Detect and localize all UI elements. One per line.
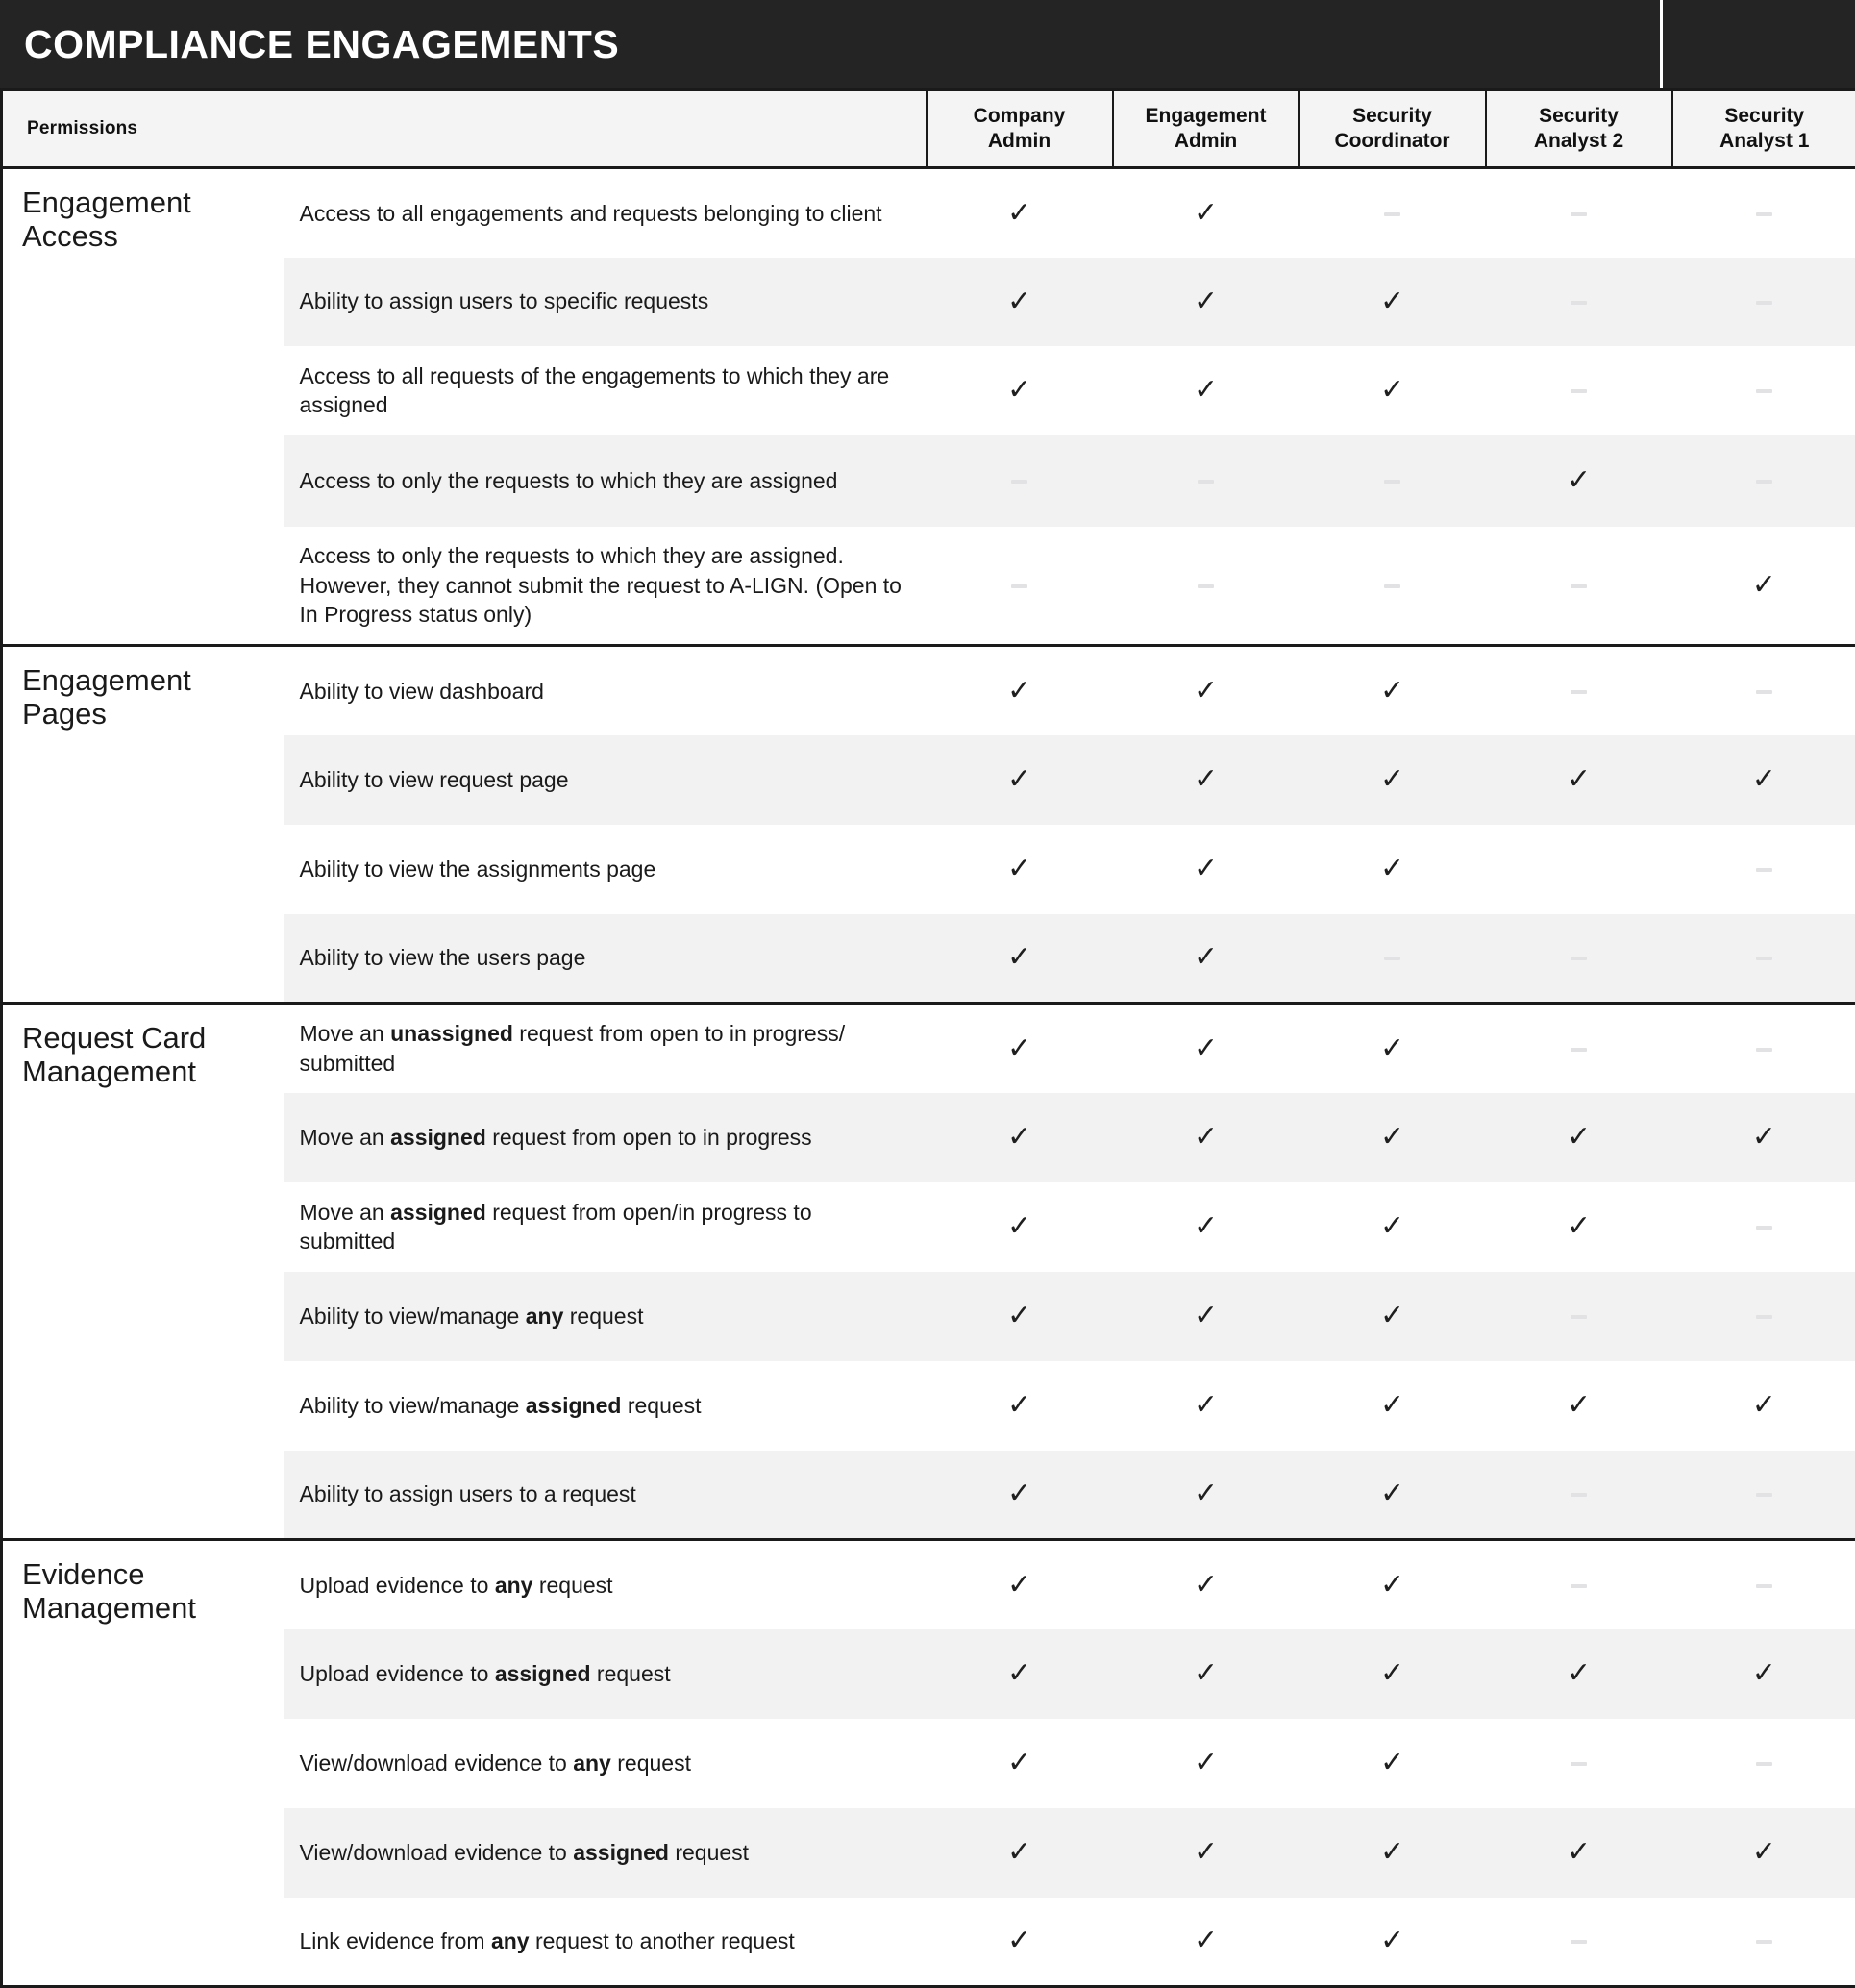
permission-granted-check-icon: [1486, 1182, 1672, 1272]
dash-icon: [1571, 212, 1587, 216]
check-icon: ✓: [1380, 1659, 1404, 1688]
role-line-1: Security: [1724, 105, 1804, 127]
column-header-company-admin: [927, 90, 1113, 168]
permission-granted-check-icon: [1113, 825, 1299, 914]
permission-granted-check-icon: [1113, 1272, 1299, 1361]
permission-label: Ability to view/manage any request: [284, 1272, 927, 1361]
check-icon: ✓: [1380, 376, 1404, 405]
permission-granted-check-icon: [1113, 1540, 1299, 1629]
permission-emphasis: assigned: [573, 1840, 669, 1865]
permission-emphasis: any: [495, 1573, 533, 1598]
permission-label: View/download evidence to assigned request: [284, 1808, 927, 1898]
dash-icon: [1384, 212, 1400, 216]
permission-granted-check-icon: [927, 1004, 1113, 1093]
permission-denied-dash-icon: [1672, 1451, 1855, 1540]
check-icon: ✓: [1380, 287, 1404, 316]
section-group-label: Request Card Management: [2, 1004, 284, 1540]
permission-granted-check-icon: [1299, 1004, 1486, 1093]
check-icon: ✓: [1007, 1302, 1031, 1330]
permission-denied-dash-icon: [1113, 527, 1299, 646]
permissions-table: [0, 88, 1855, 1988]
check-icon: ✓: [1194, 1749, 1218, 1777]
permission-emphasis: unassigned: [390, 1021, 513, 1046]
permission-granted-check-icon: [1672, 1629, 1855, 1719]
check-icon: ✓: [1380, 1838, 1404, 1867]
permission-granted-check-icon: [927, 1719, 1113, 1808]
permission-granted-check-icon: [1113, 1004, 1299, 1093]
role-line-1: Company: [974, 105, 1066, 127]
dash-icon: [1756, 690, 1772, 694]
permission-granted-check-icon: [1486, 1629, 1672, 1719]
permission-denied-dash-icon: [1486, 1272, 1672, 1361]
permission-granted-check-icon: [927, 1898, 1113, 1987]
table-header: [2, 90, 1855, 168]
dash-icon: [1571, 1584, 1587, 1588]
check-icon: ✓: [1567, 1212, 1591, 1241]
permission-label: Upload evidence to assigned request: [284, 1629, 927, 1719]
permission-granted-check-icon: [1672, 1093, 1855, 1182]
role-line-1: Security: [1539, 105, 1619, 127]
role-line-2: Analyst 1: [1719, 130, 1809, 152]
permission-granted-check-icon: [1299, 1272, 1486, 1361]
page-title: COMPLIANCE ENGAGEMENTS: [0, 25, 619, 64]
check-icon: ✓: [1007, 1838, 1031, 1867]
dash-icon: [1756, 389, 1772, 393]
permission-granted-check-icon: [1486, 735, 1672, 825]
check-icon: ✓: [1007, 1571, 1031, 1600]
check-icon: ✓: [1752, 765, 1776, 794]
permission-label: Access to only the requests to which they are assigned: [284, 435, 927, 527]
dash-icon: [1756, 301, 1772, 305]
check-icon: ✓: [1567, 1659, 1591, 1688]
check-icon: ✓: [1194, 765, 1218, 794]
dash-icon: [1198, 584, 1214, 588]
column-header-security-coordinator: [1299, 90, 1486, 168]
permission-granted-check-icon: [1299, 346, 1486, 435]
permission-granted-check-icon: [927, 258, 1113, 346]
dash-icon: [1571, 301, 1587, 305]
dash-icon: [1756, 1226, 1772, 1230]
check-icon: ✓: [1567, 765, 1591, 794]
table-row: [2, 1540, 1855, 1629]
permission-granted-check-icon: [1672, 735, 1855, 825]
permission-denied-dash-icon: [1672, 346, 1855, 435]
permission-label: Ability to view dashboard: [284, 646, 927, 735]
check-icon: ✓: [1567, 466, 1591, 495]
permission-granted-check-icon: [1299, 646, 1486, 735]
permission-label: Access to only the requests to which they are assigned. However, they cannot submit the request to A-LIGN. (Open to In Progress status only): [284, 527, 927, 646]
check-icon: ✓: [1752, 1659, 1776, 1688]
column-header-permissions: Permissions: [2, 90, 927, 168]
permission-granted-check-icon: [927, 1808, 1113, 1898]
permission-denied-dash-icon: [1486, 1451, 1672, 1540]
check-icon: ✓: [1380, 1571, 1404, 1600]
permission-granted-check-icon: [1299, 1093, 1486, 1182]
permission-granted-check-icon: [1113, 1898, 1299, 1987]
permission-emphasis: assigned: [526, 1393, 622, 1418]
dash-icon: [1756, 212, 1772, 216]
dash-icon: [1756, 480, 1772, 484]
check-icon: ✓: [1380, 1034, 1404, 1063]
permission-granted-check-icon: [1113, 735, 1299, 825]
permission-label: Ability to assign users to a request: [284, 1451, 927, 1540]
permission-granted-check-icon: [1299, 1719, 1486, 1808]
column-header-engagement-admin: [1113, 90, 1299, 168]
permission-denied-dash-icon: [1672, 1272, 1855, 1361]
permission-granted-check-icon: [1113, 1719, 1299, 1808]
permission-granted-check-icon: [1672, 1361, 1855, 1451]
check-icon: ✓: [1194, 1034, 1218, 1063]
check-icon: ✓: [1194, 1479, 1218, 1508]
role-line-2: Admin: [1175, 130, 1237, 152]
check-icon: ✓: [1007, 1926, 1031, 1955]
permission-denied-dash-icon: [1486, 1540, 1672, 1629]
permission-granted-check-icon: [927, 1629, 1113, 1719]
permission-granted-check-icon: [1672, 527, 1855, 646]
permission-granted-check-icon: [1299, 1182, 1486, 1272]
permission-denied-dash-icon: [1672, 1898, 1855, 1987]
permission-granted-check-icon: [1113, 168, 1299, 258]
permission-granted-check-icon: [927, 1361, 1113, 1451]
check-icon: ✓: [1194, 855, 1218, 883]
permission-emphasis: assigned: [495, 1661, 591, 1686]
permission-granted-check-icon: [1299, 1361, 1486, 1451]
table-body: [2, 168, 1855, 1987]
permission-granted-check-icon: [1113, 914, 1299, 1004]
dash-icon: [1756, 1762, 1772, 1766]
check-icon: ✓: [1752, 1123, 1776, 1152]
permission-granted-check-icon: [1113, 1093, 1299, 1182]
dash-icon: [1571, 389, 1587, 393]
permission-denied-dash-icon: [1299, 168, 1486, 258]
dash-icon: [1198, 480, 1214, 484]
permission-label: Move an assigned request from open to in progress: [284, 1093, 927, 1182]
permission-denied-dash-icon: [1672, 168, 1855, 258]
permission-emphasis: any: [526, 1304, 564, 1329]
check-icon: ✓: [1007, 1391, 1031, 1420]
permission-granted-check-icon: [927, 346, 1113, 435]
check-icon: ✓: [1567, 1391, 1591, 1420]
dash-icon: [1571, 1315, 1587, 1319]
permission-granted-check-icon: [1486, 1093, 1672, 1182]
check-icon: ✓: [1194, 1123, 1218, 1152]
check-icon: ✓: [1194, 1926, 1218, 1955]
permission-denied-dash-icon: [1672, 1182, 1855, 1272]
permission-denied-dash-icon: [1672, 1540, 1855, 1629]
permission-granted-check-icon: [1113, 346, 1299, 435]
check-icon: ✓: [1007, 1479, 1031, 1508]
title-bar: [0, 0, 1855, 88]
column-header-security-analyst-2: [1486, 90, 1672, 168]
check-icon: ✓: [1007, 376, 1031, 405]
permission-granted-check-icon: [1299, 1629, 1486, 1719]
permission-denied-dash-icon: [1486, 168, 1672, 258]
permission-granted-check-icon: [1486, 1361, 1672, 1451]
permission-label: Access to all engagements and requests belonging to client: [284, 168, 927, 258]
dash-icon: [1571, 690, 1587, 694]
permission-label: Ability to view the assignments page: [284, 825, 927, 914]
dash-icon: [1384, 480, 1400, 484]
permission-label: Move an assigned request from open/in progress to submitted: [284, 1182, 927, 1272]
permission-denied-dash-icon: [1486, 258, 1672, 346]
permission-emphasis: assigned: [390, 1125, 486, 1150]
permission-empty-cell: [1486, 825, 1672, 914]
permission-denied-dash-icon: [1672, 435, 1855, 527]
permission-granted-check-icon: [1299, 735, 1486, 825]
table-row: [2, 168, 1855, 258]
check-icon: ✓: [1194, 199, 1218, 228]
check-icon: ✓: [1380, 1212, 1404, 1241]
permission-label: Ability to assign users to specific requests: [284, 258, 927, 346]
permission-denied-dash-icon: [1486, 527, 1672, 646]
check-icon: ✓: [1752, 1391, 1776, 1420]
check-icon: ✓: [1007, 1659, 1031, 1688]
check-icon: ✓: [1194, 1571, 1218, 1600]
check-icon: ✓: [1380, 1479, 1404, 1508]
permission-denied-dash-icon: [1486, 646, 1672, 735]
permission-granted-check-icon: [1113, 258, 1299, 346]
dash-icon: [1756, 1048, 1772, 1052]
permission-granted-check-icon: [927, 646, 1113, 735]
table-row: [2, 1004, 1855, 1093]
permission-denied-dash-icon: [1486, 1898, 1672, 1987]
check-icon: ✓: [1752, 1838, 1776, 1867]
check-icon: ✓: [1380, 677, 1404, 706]
permission-granted-check-icon: [1299, 825, 1486, 914]
check-icon: ✓: [1194, 1838, 1218, 1867]
permission-granted-check-icon: [927, 1093, 1113, 1182]
dash-icon: [1384, 584, 1400, 588]
permission-label: Ability to view/manage assigned request: [284, 1361, 927, 1451]
permission-granted-check-icon: [1113, 1182, 1299, 1272]
permission-emphasis: any: [491, 1928, 530, 1953]
role-line-2: Coordinator: [1334, 130, 1449, 152]
permission-granted-check-icon: [927, 1182, 1113, 1272]
permission-denied-dash-icon: [1672, 914, 1855, 1004]
dash-icon: [1011, 584, 1027, 588]
check-icon: ✓: [1007, 287, 1031, 316]
check-icon: ✓: [1007, 1212, 1031, 1241]
dash-icon: [1011, 480, 1027, 484]
permission-granted-check-icon: [1113, 1451, 1299, 1540]
permission-granted-check-icon: [1113, 646, 1299, 735]
check-icon: ✓: [1007, 1034, 1031, 1063]
check-icon: ✓: [1380, 765, 1404, 794]
permission-label: Access to all requests of the engagements to which they are assigned: [284, 346, 927, 435]
permission-label: View/download evidence to any request: [284, 1719, 927, 1808]
permission-label: Ability to view the users page: [284, 914, 927, 1004]
permission-label: Link evidence from any request to another request: [284, 1898, 927, 1987]
permission-denied-dash-icon: [1299, 527, 1486, 646]
permission-denied-dash-icon: [927, 435, 1113, 527]
dash-icon: [1571, 584, 1587, 588]
dash-icon: [1571, 1940, 1587, 1944]
check-icon: ✓: [1194, 1659, 1218, 1688]
permission-granted-check-icon: [927, 1272, 1113, 1361]
dash-icon: [1571, 957, 1587, 960]
permission-granted-check-icon: [1672, 1808, 1855, 1898]
check-icon: ✓: [1007, 199, 1031, 228]
permission-granted-check-icon: [1486, 435, 1672, 527]
role-line-2: Analyst 2: [1534, 130, 1623, 152]
dash-icon: [1571, 1048, 1587, 1052]
check-icon: ✓: [1007, 765, 1031, 794]
permission-granted-check-icon: [927, 168, 1113, 258]
permission-granted-check-icon: [927, 735, 1113, 825]
check-icon: ✓: [1007, 677, 1031, 706]
permission-granted-check-icon: [1299, 1451, 1486, 1540]
permission-denied-dash-icon: [1672, 1004, 1855, 1093]
dash-icon: [1756, 1940, 1772, 1944]
permission-denied-dash-icon: [1486, 914, 1672, 1004]
check-icon: ✓: [1194, 943, 1218, 972]
permission-emphasis: assigned: [390, 1200, 486, 1225]
permission-granted-check-icon: [1113, 1361, 1299, 1451]
check-icon: ✓: [1380, 1391, 1404, 1420]
permission-granted-check-icon: [1299, 1808, 1486, 1898]
check-icon: ✓: [1380, 1749, 1404, 1777]
blank-marker: [1578, 874, 1579, 878]
permission-label: Ability to view request page: [284, 735, 927, 825]
header-row: [2, 90, 1855, 168]
dash-icon: [1571, 1762, 1587, 1766]
check-icon: ✓: [1007, 1749, 1031, 1777]
permission-granted-check-icon: [1299, 1540, 1486, 1629]
permission-label: Upload evidence to any request: [284, 1540, 927, 1629]
permission-label: Move an unassigned request from open to in progress/ submitted: [284, 1004, 927, 1093]
permission-emphasis: any: [573, 1751, 611, 1776]
check-icon: ✓: [1567, 1123, 1591, 1152]
dash-icon: [1756, 957, 1772, 960]
check-icon: ✓: [1194, 376, 1218, 405]
permission-denied-dash-icon: [1486, 1719, 1672, 1808]
permission-denied-dash-icon: [1486, 1004, 1672, 1093]
permission-denied-dash-icon: [927, 527, 1113, 646]
permission-denied-dash-icon: [1486, 346, 1672, 435]
permission-granted-check-icon: [1299, 258, 1486, 346]
role-line-1: Engagement: [1146, 105, 1267, 127]
dash-icon: [1756, 1315, 1772, 1319]
check-icon: ✓: [1194, 1391, 1218, 1420]
check-icon: ✓: [1380, 855, 1404, 883]
dash-icon: [1571, 1493, 1587, 1497]
permission-denied-dash-icon: [1672, 646, 1855, 735]
permission-granted-check-icon: [927, 1451, 1113, 1540]
section-group-label: Evidence Management: [2, 1540, 284, 1987]
check-icon: ✓: [1194, 1212, 1218, 1241]
check-icon: ✓: [1380, 1123, 1404, 1152]
permission-granted-check-icon: [1113, 1629, 1299, 1719]
section-group-label: Engagement Access: [2, 168, 284, 646]
section-group-label: Engagement Pages: [2, 646, 284, 1004]
check-icon: ✓: [1194, 287, 1218, 316]
dash-icon: [1756, 1493, 1772, 1497]
column-header-security-analyst-1: [1672, 90, 1855, 168]
role-line-1: Security: [1352, 105, 1432, 127]
check-icon: ✓: [1007, 1123, 1031, 1152]
permission-denied-dash-icon: [1113, 435, 1299, 527]
check-icon: ✓: [1752, 571, 1776, 600]
permission-granted-check-icon: [927, 825, 1113, 914]
permission-granted-check-icon: [927, 914, 1113, 1004]
check-icon: ✓: [1380, 1302, 1404, 1330]
check-icon: ✓: [1007, 943, 1031, 972]
permission-denied-dash-icon: [1299, 914, 1486, 1004]
check-icon: ✓: [1567, 1838, 1591, 1867]
check-icon: ✓: [1194, 1302, 1218, 1330]
permission-granted-check-icon: [1486, 1808, 1672, 1898]
permission-denied-dash-icon: [1672, 1719, 1855, 1808]
permission-granted-check-icon: [927, 1540, 1113, 1629]
check-icon: ✓: [1380, 1926, 1404, 1955]
dash-icon: [1756, 1584, 1772, 1588]
table-row: [2, 646, 1855, 735]
check-icon: ✓: [1007, 855, 1031, 883]
permission-denied-dash-icon: [1672, 258, 1855, 346]
dash-icon: [1384, 957, 1400, 960]
role-line-2: Admin: [988, 130, 1051, 152]
check-icon: ✓: [1194, 677, 1218, 706]
permission-granted-check-icon: [1113, 1808, 1299, 1898]
dash-icon: [1756, 868, 1772, 872]
permission-granted-check-icon: [1299, 1898, 1486, 1987]
permission-denied-dash-icon: [1672, 825, 1855, 914]
permission-denied-dash-icon: [1299, 435, 1486, 527]
title-bar-divider: [1660, 0, 1663, 88]
